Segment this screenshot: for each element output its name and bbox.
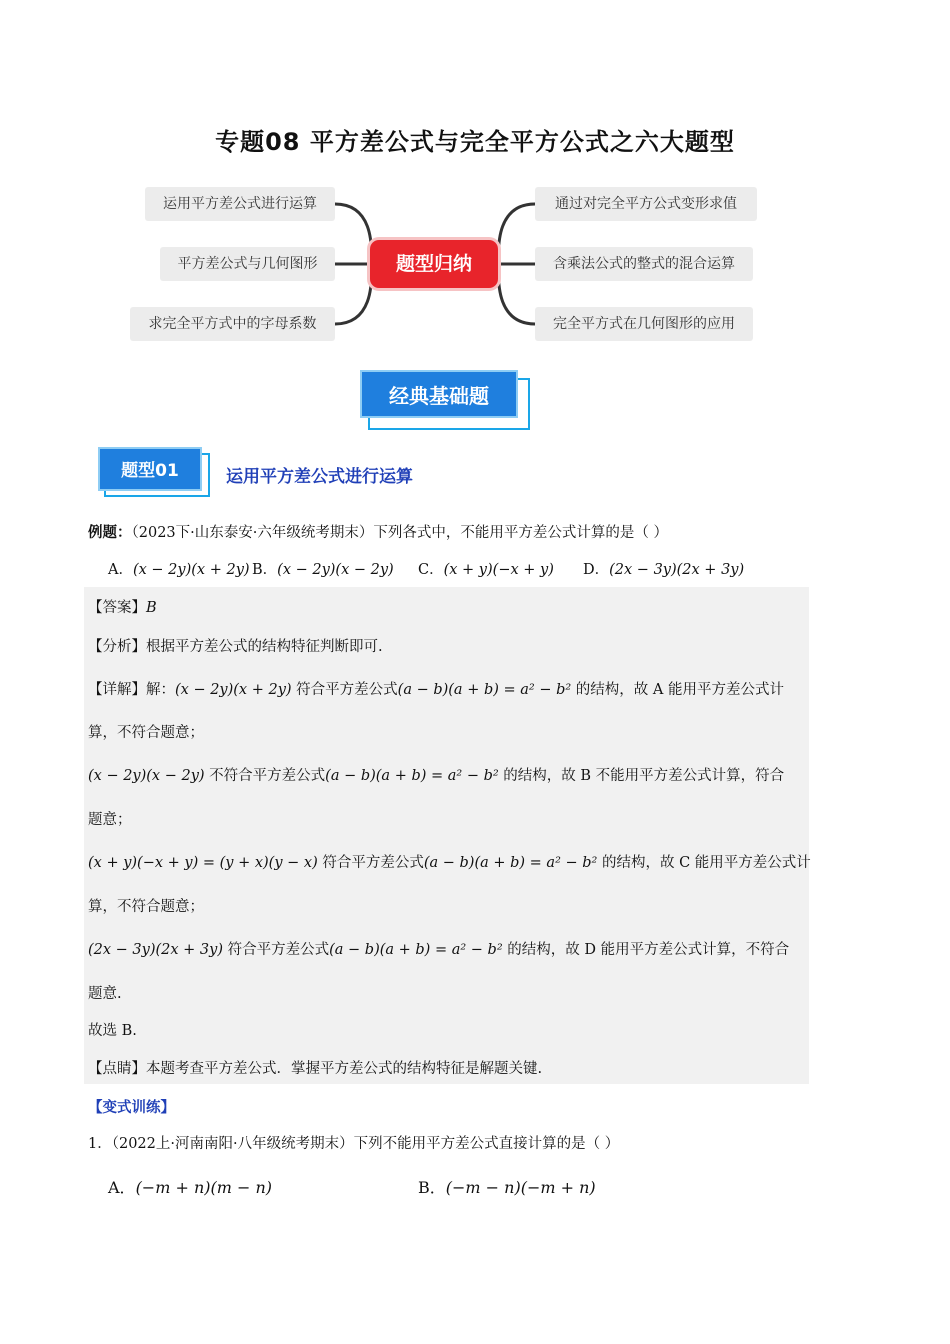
q1-question-text: （2022上·河南南阳·八年级统考期末）下列不能用平方差公式直接计算的是（ ） xyxy=(111,1136,620,1152)
detail-formula: (a − b)(a + b) = a² − b² xyxy=(325,768,499,784)
type-title: 运用平方差公式进行运算 xyxy=(226,467,413,487)
analysis-line xyxy=(88,635,383,656)
detail-post: 的结构，故 A 能用平方差公式计 xyxy=(575,682,784,698)
mindmap-center: 题型归纳 xyxy=(370,240,498,288)
detail-conclusion: 故选 B. xyxy=(88,1023,137,1039)
comment-label: 【点睛】 xyxy=(88,1061,146,1077)
detail-label: 【详解】 xyxy=(88,682,146,698)
detail-mid: 符合平方差公式 xyxy=(227,942,330,958)
analysis-label: 【分析】 xyxy=(88,639,146,655)
q1-option-a xyxy=(108,1175,272,1198)
detail-formula: (a − b)(a + b) = a² − b² xyxy=(423,855,598,871)
section-banner-label: 经典基础题 xyxy=(360,370,518,418)
detail-post: 的结构，故 D 能用平方差公式计算，不符合 xyxy=(507,942,790,958)
detail-pre: 解： xyxy=(146,682,175,698)
mindmap-node-right-3: 完全平方式在几何图形的应用 xyxy=(535,307,753,341)
type-tag xyxy=(98,447,210,497)
detail-line-5 xyxy=(88,851,811,872)
option-c xyxy=(418,558,554,579)
detail-expr: (2x − 3y)(2x + 3y) xyxy=(88,942,224,958)
detail-formula: (a − b)(a + b) = a² − b² xyxy=(397,682,572,698)
detail-line-3 xyxy=(88,764,784,785)
comment-text: 本题考查平方差公式．掌握平方差公式的结构特征是解题关键. xyxy=(146,1061,543,1077)
detail-mid: 不符合平方差公式 xyxy=(209,768,326,784)
detail-formula: (a − b)(a + b) = a² − b² xyxy=(329,942,503,958)
mindmap-node-left-3: 求完全平方式中的字母系数 xyxy=(130,307,335,341)
option-a-expr: (x − 2y)(x + 2y) xyxy=(132,562,250,578)
answer-value: B xyxy=(146,600,157,616)
q1-option-b xyxy=(418,1175,596,1198)
detail-line-7 xyxy=(88,938,789,959)
option-a xyxy=(108,558,250,579)
detail-line-6: 算，不符合题意； xyxy=(88,899,204,915)
detail-expr: (x − 2y)(x + 2y) xyxy=(175,682,292,698)
answer-label: 【答案】 xyxy=(88,600,146,616)
detail-line-8: 题意. xyxy=(88,986,122,1002)
mindmap-node-left-2: 平方差公式与几何图形 xyxy=(160,247,335,281)
type-tag-label: 题型01 xyxy=(98,447,202,491)
q1-option-b-letter: B． xyxy=(418,1178,446,1197)
option-a-letter: A． xyxy=(108,562,133,578)
detail-post: 的结构，故 B 不能用平方差公式计算，符合 xyxy=(503,768,785,784)
mindmap-node-right-1: 通过对完全平方公式变形求值 xyxy=(535,187,757,221)
example-question-text: （2023下·山东泰安·六年级统考期末）下列各式中，不能用平方差公式计算的是（ ） xyxy=(131,525,668,541)
detail-line-2: 算，不符合题意； xyxy=(88,725,204,741)
option-b-letter: B． xyxy=(252,562,278,578)
practice-label: 【变式训练】 xyxy=(88,1099,175,1116)
example-label: 例题： xyxy=(88,524,132,541)
option-d-expr: (2x − 3y)(2x + 3y) xyxy=(609,562,745,578)
section-banner xyxy=(360,370,528,428)
q1-option-a-letter: A． xyxy=(108,1178,136,1197)
comment-line xyxy=(88,1057,542,1078)
answer-line xyxy=(88,596,157,617)
detail-mid: 符合平方差公式 xyxy=(296,682,398,698)
option-d xyxy=(583,558,744,579)
q1-number: 1． xyxy=(88,1136,112,1152)
option-c-expr: (x + y)(−x + y) xyxy=(443,562,554,578)
mindmap-node-right-2: 含乘法公式的整式的混合运算 xyxy=(535,247,753,281)
detail-line-4: 题意； xyxy=(88,812,132,828)
q1-option-b-expr: (−m − n)(−m + n) xyxy=(445,1178,596,1197)
option-b xyxy=(252,558,394,579)
q1-question xyxy=(88,1132,619,1153)
analysis-text: 根据平方差公式的结构特征判断即可. xyxy=(146,639,383,655)
solution-panel xyxy=(84,587,809,1084)
detail-expr: (x + y)(−x + y) = (y + x)(y − x) xyxy=(88,855,318,871)
detail-line-1 xyxy=(88,678,784,699)
mindmap-node-left-1: 运用平方差公式进行运算 xyxy=(145,187,335,221)
option-b-expr: (x − 2y)(x − 2y) xyxy=(277,562,394,578)
option-c-letter: C． xyxy=(418,562,444,578)
detail-expr: (x − 2y)(x − 2y) xyxy=(88,768,205,784)
detail-post: 的结构，故 C 能用平方差公式计 xyxy=(601,855,811,871)
detail-mid: 符合平方差公式 xyxy=(322,855,424,871)
example-question xyxy=(88,521,668,542)
page-title: 专题08 平方差公式与完全平方公式之六大题型 xyxy=(215,128,735,156)
q1-option-a-expr: (−m + n)(m − n) xyxy=(135,1178,273,1197)
option-d-letter: D． xyxy=(583,562,610,578)
